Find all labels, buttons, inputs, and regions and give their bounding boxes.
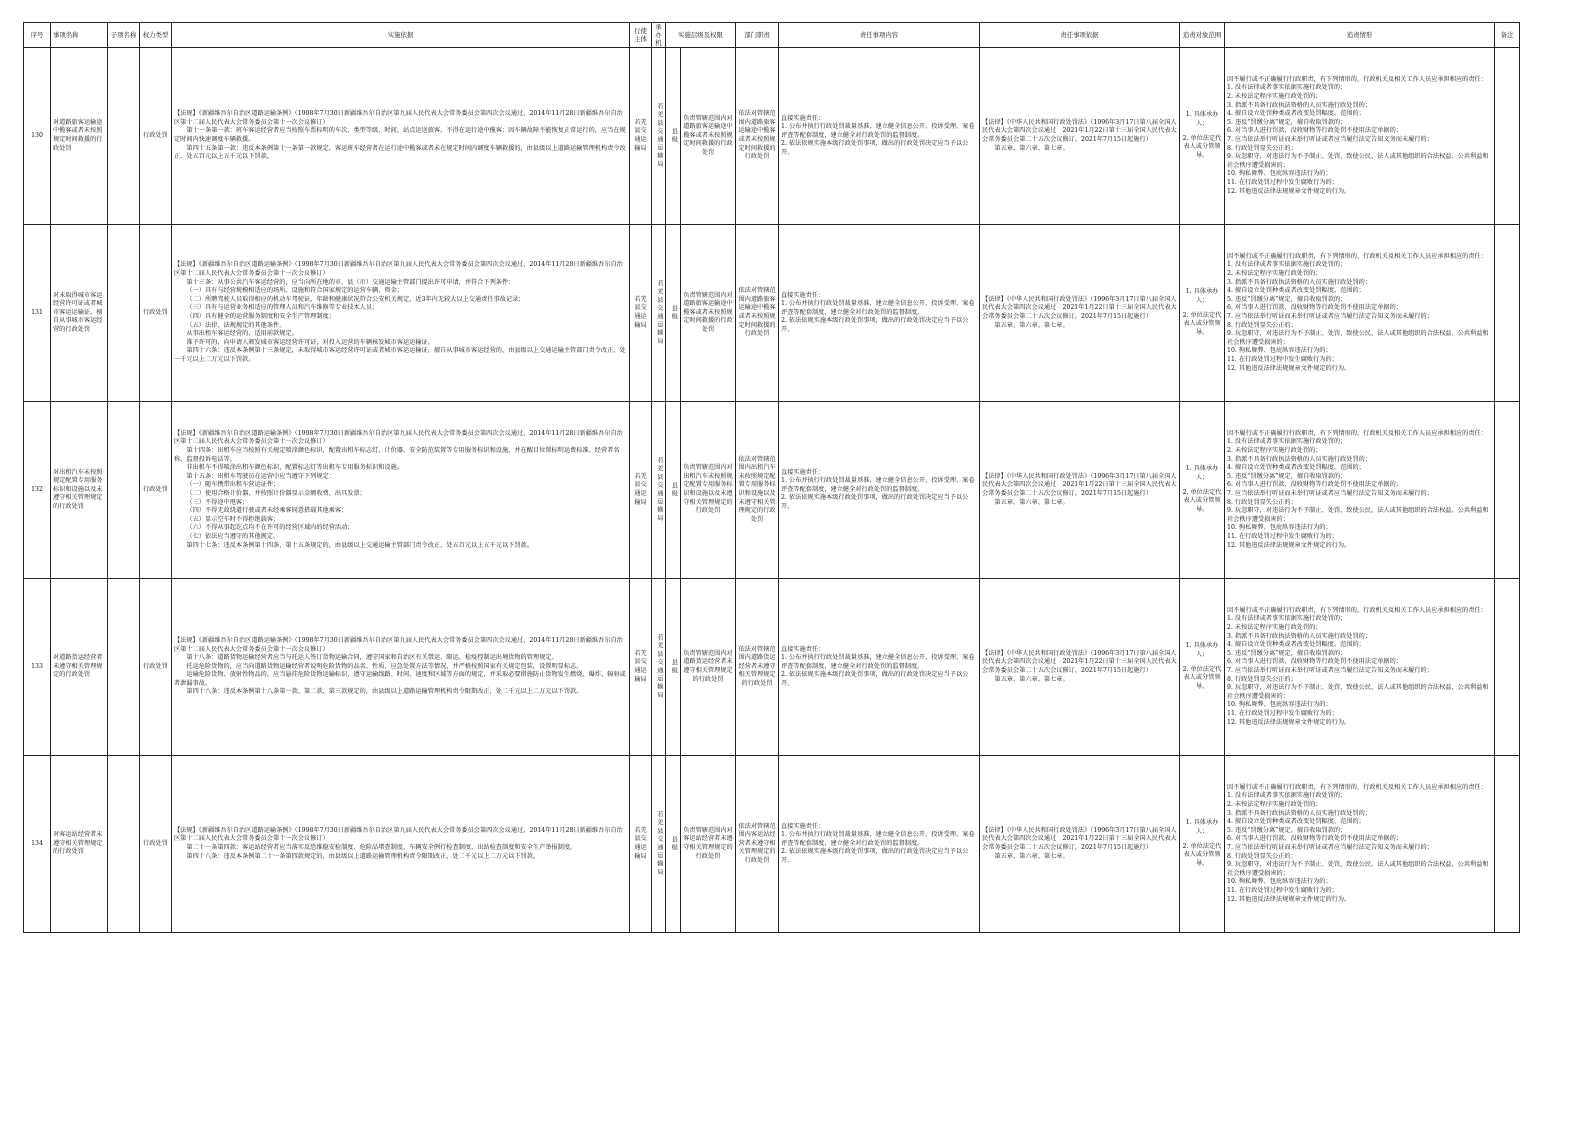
text-line: 6. 对当事人进行罚款、没收财物等行政处罚不使用法定单据的； xyxy=(1227,304,1402,312)
text-line: 第十一条第一款：班车客运经营者应当按照车票标明的车次、类型等级、时间、站点运送旅客，不得在运行途中揽客；因车辆故障不能恢复正常运行的，应当在规定时间内快速调度车辆救援。 xyxy=(174,127,626,143)
header-situation: 追责情形 xyxy=(1225,23,1495,48)
text-line: 2. 依法依规实施本级行政处罚事项，做出的行政处罚决定应当予以公开。 xyxy=(781,671,969,687)
text-line: 【法规】《新疆维吾尔自治区道路运输条例》（1998年7月30日新疆维吾尔自治区第九届人民代表大会常务委员会第四次会议通过，2014年11月28日新疆维吾尔自治区第十二届人民代表大会常务委员会第十一次会议修订） xyxy=(174,261,623,278)
text-line: 9. 玩忽职守，对违法行为不予制止、处罚，致使公民、法人或其他组织的合法权益、公共利益和社会秩序遭受损害的； xyxy=(1227,507,1489,523)
text-line: 1. 公布并执行行政处罚裁量基准，建立健全信息公开、投诉受理、案卷评查等配套制度，建立健全对行政处罚的监督制度。 xyxy=(781,831,975,847)
text-line: 1. 没有法律或者事实依据实施行政处罚的； xyxy=(1227,615,1347,623)
text-line: 第十四条：出租车应当按照有关规定喷涂颜色标识，配置出租车标志灯、计价器、安全防范装置等专用服务标识和设施，并在醒目位置标明运费标准、经营者名称、监督投诉电话等。 xyxy=(174,447,620,463)
cell-undertaker xyxy=(652,756,666,933)
header-basis: 实施依据 xyxy=(172,23,630,48)
cell-level xyxy=(666,579,681,756)
text-line: （五）法律、法规规定的其他条件。 xyxy=(186,321,286,329)
text-line: 6. 对当事人进行罚款、没收财物等行政处罚不使用法定单据的； xyxy=(1227,481,1402,489)
text-line: （五）显示空车时不得拒绝载客； xyxy=(186,515,280,523)
text-line: 因不履行或不正确履行行政职责，有下列情形的，行政机关及相关工作人员应承担相应的责任： xyxy=(1227,429,1487,437)
text-line: 10. 徇私舞弊、包庇纵容违法行为的； xyxy=(1227,878,1332,886)
text-line: 11. 在行政处罚过程中发生腐败行为的； xyxy=(1227,532,1338,540)
cell-name: 对出租汽车未按照规定配置专用服务标识和设施以及未遵守相关管理规定的行政处罚 xyxy=(51,402,108,579)
cell-remark xyxy=(1495,756,1520,933)
text-line: 6. 对当事人进行罚款、没收财物等行政处罚不使用法定单据的； xyxy=(1227,835,1402,843)
text-line: 运输危险货物、放射性物品的，应当悬挂危险货物运输标识，遵守运输线路、时间、速度和区域等方面的规定，并采取必要措施防止货物发生燃烧、爆炸、辐射或者泄漏事故。 xyxy=(174,671,626,687)
table-row xyxy=(24,48,1520,225)
text-line: 第四十七条：违反本条例第十四条、第十五条规定的，由县级以上交通运输主管部门责令改正，处五百元以上五千元以下罚款。 xyxy=(186,541,533,549)
text-line: 10. 徇私舞弊、包庇纵容违法行为的； xyxy=(1227,524,1332,532)
cell-subject: 若羌县交通运输局 xyxy=(630,48,652,225)
text-line: 第二十一条第四款：客运站经营者应当落实反恐维稳安检制度、危险品堵查制度、车辆安全例行检查制度、出站检查制度和安全生产举报制度。 xyxy=(186,844,577,851)
cell-level-desc: 负责管辖范围内对道路旅客运输途中揽客或者未按照规定时间救援的行政处罚 xyxy=(681,48,736,225)
text-line: 3. 指派不具备行政执法资格的人员实施行政处罚的； xyxy=(1227,278,1372,286)
cell-basis xyxy=(172,756,630,933)
cell-scope xyxy=(1180,756,1225,933)
text-line: 11. 在行政处罚过程中发生腐败行为的； xyxy=(1227,709,1338,717)
text-line: 【法规】《新疆维吾尔自治区道路运输条例》（1998年7月30日新疆维吾尔自治区第九届人民代表大会常务委员会第四次会议通过，2014年11月28日新疆维吾尔自治区第十二届人民代表大会常务委员会第十一次会议修订） xyxy=(174,826,623,843)
text-line: 1. 公布并执行行政处罚裁量基准，建立健全信息公开、投诉受理、案卷评查等配套制度，建立健全对行政处罚的监督制度。 xyxy=(781,654,975,670)
text-line: 9. 玩忽职守，对违法行为不予制止、处罚，致使公民、法人或其他组织的合法权益、公共利益和社会秩序遭受损害的； xyxy=(1227,861,1489,877)
cell-subject: 若羌县交通运输局 xyxy=(630,225,652,402)
text-line: 第十五条：出租车驾驶员在运营中应当遵守下列规定： xyxy=(186,472,335,480)
text-line: （二）所聘驾驶人员取得相应的机动车驾驶证，年龄和健康状况符合公安机关规定，近3年内无较大以上交通责任事故记录； xyxy=(186,295,525,303)
header-subject: 行使主体 xyxy=(630,23,652,48)
text-line: （三）具有与运营业务相适应的管理人员和汽车维修等专业技术人员； xyxy=(186,304,379,312)
text-line: 11. 在行政处罚过程中发生腐败行为的； xyxy=(1227,355,1338,363)
text-line: 2. 单位法定代表人或分管领导。 xyxy=(1182,665,1222,690)
text-line: 直接实施责任： xyxy=(781,291,825,299)
text-line: 第五章、第六章、第七章。 xyxy=(994,321,1069,329)
cell-basis xyxy=(172,225,630,402)
text-line: 5. 违反“罚缴分离”规定，擅自收取罚款的； xyxy=(1227,649,1347,657)
text-line: 2. 单位法定代表人或分管领导。 xyxy=(1182,842,1222,867)
cell-subitem xyxy=(108,756,140,933)
cell-scope xyxy=(1180,402,1225,579)
text-line: 1. 没有法律或者事实依据实施行政处罚的； xyxy=(1227,792,1347,800)
cell-subject: 若羌县交通运输局 xyxy=(630,579,652,756)
cell-resp-basis xyxy=(980,48,1180,225)
text-line: 【法律】《中华人民共和国行政处罚法》（1996年3月17日第八届全国人民代表大会第四次会议通过 2021年1月22日第十三届全国人民代表大会常务委员会第二十五次会议修订，2021年7月15日起施行） xyxy=(982,649,1177,674)
text-line: 1. 公布并执行行政处罚裁量基准，建立健全信息公开、投诉受理、案卷评查等配套制度，建立健全对行政处罚的监督制度。 xyxy=(781,123,975,139)
cell-basis xyxy=(172,579,630,756)
text-line: （七）依法应当遵守的其他规定。 xyxy=(186,532,280,540)
text-line: 2. 未按法定程序实施行政处罚的； xyxy=(1227,801,1322,809)
cell-scope xyxy=(1180,48,1225,225)
text-line: 2. 单位法定代表人或分管领导。 xyxy=(1182,134,1222,159)
text-line: 1. 公布并执行行政处罚裁量基准，建立健全信息公开、投诉受理、案卷评查等配套制度，建立健全对行政处罚的监督制度。 xyxy=(781,477,975,493)
cell-situation xyxy=(1225,225,1495,402)
cell-resp-content xyxy=(779,48,980,225)
text-line: 12. 其他违反法律法规规章文件规定的行为。 xyxy=(1227,364,1351,372)
text-line: 12. 其他违反法律法规规章文件规定的行为。 xyxy=(1227,718,1351,726)
cell-duty: 依法对管辖范围内客运站经营者未遵守相关管理规定的行政处罚 xyxy=(736,756,779,933)
cell-scope xyxy=(1180,579,1225,756)
cell-name: 对道路货运经营者未遵守相关管理规定的行政处罚 xyxy=(51,579,108,756)
text-line: 1. 具体承办人； xyxy=(1185,288,1219,305)
text-line: 直接实施责任： xyxy=(781,114,825,122)
cell-seq: 134 xyxy=(24,756,51,933)
cell-remark xyxy=(1495,579,1520,756)
text-line: 10. 徇私舞弊、包庇纵容违法行为的； xyxy=(1227,347,1332,355)
text-line: 第四十八条：违反本条例第二十一条第四款规定的，由县级以上道路运输管理机构责令限期改正，处二千元以上二万元以下罚款。 xyxy=(186,852,540,860)
undertaker-text: 若羌县交通运输局 xyxy=(655,634,663,700)
level-text: 县级 xyxy=(670,658,678,676)
cell-duty: 依法对管辖范围内出租汽车未按照规定配置专用服务标识和设施以及未遵守相关管理规定的行政处罚 xyxy=(736,402,779,579)
text-line: 1. 具体承办人； xyxy=(1185,111,1219,128)
text-line: 【法律】《中华人民共和国行政处罚法》（1996年3月17日第八届全国人民代表大会第四次会议通过 2021年1月22日第十三届全国人民代表大会常务委员会第二十五次会议修订，2021年7月15日起施行） xyxy=(982,118,1177,143)
undertaker-text: 若羌县交通运输局 xyxy=(655,280,663,346)
cell-undertaker xyxy=(652,225,666,402)
text-line: 第十八条：道路货物运输经营者应当与托运人签订货物运输合同，遵守国家和自治区有关禁运、限运、检疫控制运出境货物的管理规定。 xyxy=(186,654,558,662)
text-line: 第四十五条第一款：违反本条例第十一条第一款规定，客运班车经营者在运行途中揽客或者未在规定时间内调度车辆救援的，由县级以上道路运输管理机构责令改正，处五百元以上五千元以下罚款。 xyxy=(174,144,626,161)
text-line: 因不履行或不正确履行行政职责，有下列情形的，行政机关及相关工作人员应承担相应的责任： xyxy=(1227,252,1487,260)
header-level: 实施层级及权限 xyxy=(666,23,736,48)
cell-situation xyxy=(1225,402,1495,579)
text-line: 第五章、第六章、第七章。 xyxy=(994,852,1069,860)
cell-situation xyxy=(1225,48,1495,225)
text-line: 因不履行或不正确履行行政职责，有下列情形的，行政机关及相关工作人员应承担相应的责任： xyxy=(1227,606,1487,614)
table-row xyxy=(24,579,1520,756)
text-line: 3. 指派不具备行政执法资格的人员实施行政处罚的； xyxy=(1227,809,1372,817)
cell-subject: 若羌县交通运输局 xyxy=(630,402,652,579)
cell-level-desc: 负责管辖范围内对道路货运经营者未遵守相关管理规定的行政处罚 xyxy=(681,579,736,756)
cell-level xyxy=(666,756,681,933)
text-line: 4. 擅自设立处罚种类或者改变处罚幅度、范围的； xyxy=(1227,818,1365,826)
text-line: （六）不得从事起讫点均不在许可的经营区域内的经营活动； xyxy=(186,524,354,532)
text-line: 3. 指派不具备行政执法资格的人员实施行政处罚的； xyxy=(1227,455,1372,463)
cell-undertaker xyxy=(652,402,666,579)
cell-subject: 若羌县交通运输局 xyxy=(630,756,652,933)
cell-power-type: 行政处罚 xyxy=(140,579,172,756)
text-line: 9. 玩忽职守，对违法行为不予制止、处罚，致使公民、法人或其他组织的合法权益、公共利益和社会秩序遭受损害的； xyxy=(1227,330,1489,346)
text-line: 第五章、第六章、第七章。 xyxy=(994,498,1069,506)
cell-level xyxy=(666,48,681,225)
text-line: 4. 擅自设立处罚种类或者改变处罚幅度、范围的； xyxy=(1227,464,1365,472)
cell-remark xyxy=(1495,48,1520,225)
cell-scope xyxy=(1180,225,1225,402)
header-resp-content: 责任事项内容 xyxy=(779,23,980,48)
text-line: 从事出租车客运经营的，适用前款规定。 xyxy=(186,330,298,338)
cell-situation xyxy=(1225,756,1495,933)
text-line: 第五章、第六章、第七章。 xyxy=(994,675,1069,683)
text-line: 托运危险货物的，应当向道路货物运输经营者说明危险货物的品名、性质、应急处置方法等情况，并严格按照国家有关规定包装，设置明显标志。 xyxy=(186,662,583,670)
header-undertaker: 承办机 xyxy=(652,23,666,48)
cell-level-desc: 负责管辖范围内对出租汽车未按照规定配置专用服务标识和设施以及未遵守相关管理规定的行政处罚 xyxy=(681,402,736,579)
cell-subitem xyxy=(108,402,140,579)
cell-resp-content xyxy=(779,225,980,402)
text-line: 7. 应当依法举行听证而未举行听证或者应当履行法定告知义务而未履行的； xyxy=(1227,136,1433,143)
level-text: 县级 xyxy=(670,481,678,499)
text-line: 11. 在行政处罚过程中发生腐败行为的； xyxy=(1227,178,1338,186)
text-line: 9. 玩忽职守，对违法行为不予制止、处罚，致使公民、法人或其他组织的合法权益、公共利益和社会秩序遭受损害的； xyxy=(1227,684,1489,700)
cell-resp-content xyxy=(779,402,980,579)
text-line: 8. 行政处罚显失公正的； xyxy=(1227,675,1297,683)
cell-resp-basis xyxy=(980,756,1180,933)
cell-remark xyxy=(1495,402,1520,579)
text-line: 3. 指派不具备行政执法资格的人员实施行政处罚的； xyxy=(1227,101,1372,109)
text-line: 8. 行政处罚显失公正的； xyxy=(1227,144,1297,152)
text-line: 1. 公布并执行行政处罚裁量基准，建立健全信息公开、投诉受理、案卷评查等配套制度，建立健全对行政处罚的监督制度。 xyxy=(781,300,975,316)
text-line: 【法规】《新疆维吾尔自治区道路运输条例》（1998年7月30日新疆维吾尔自治区第九届人民代表大会常务委员会第四次会议通过，2014年11月28日新疆维吾尔自治区第十二届人民代表大会常务委员会第十一次会议修订） xyxy=(174,636,623,653)
text-line: 4. 擅自设立处罚种类或者改变处罚幅度、范围的； xyxy=(1227,287,1365,295)
text-line: 2. 未按法定程序实施行政处罚的； xyxy=(1227,624,1322,632)
text-line: 2. 单位法定代表人或分管领导。 xyxy=(1182,488,1222,513)
text-line: 2. 未按法定程序实施行政处罚的； xyxy=(1227,447,1322,455)
text-line: 1. 具体承办人； xyxy=(1185,819,1219,836)
level-text: 县级 xyxy=(670,835,678,853)
text-line: 【法规】《新疆维吾尔自治区道路运输条例》（1998年7月30日新疆维吾尔自治区第九届人民代表大会常务委员会第四次会议通过，2014年11月28日新疆维吾尔自治区第十二届人民代表大会常务委员会第十一次会议修订） xyxy=(174,429,623,446)
cell-subitem xyxy=(108,48,140,225)
text-line: 7. 应当依法举行听证而未举行听证或者应当履行法定告知义务而未履行的； xyxy=(1227,844,1433,851)
text-line: 2. 依法依规实施本级行政处罚事项，做出的行政处罚决定应当予以公开。 xyxy=(781,317,969,333)
cell-level xyxy=(666,225,681,402)
header-duty: 部门职责 xyxy=(736,23,779,48)
text-line: 4. 擅自设立处罚种类或者改变处罚幅度、范围的； xyxy=(1227,110,1365,118)
text-line: 5. 违反“罚缴分离”规定，擅自收取罚款的； xyxy=(1227,826,1347,834)
text-line: 第四十六条：违反本条例第十三条规定，未取得城市客运经营许可证或者城市客运运输证，擅自从事城市客运经营的，由县级以上交通运输主管部门责令改正，处一千元以上二万元以下罚款。 xyxy=(174,347,626,363)
text-line: 1. 具体承办人； xyxy=(1185,465,1219,482)
text-line: （四）具有健全的运营服务制度和安全生产管理制度； xyxy=(186,313,335,320)
text-line: 1. 没有法律或者事实依据实施行政处罚的； xyxy=(1227,84,1347,92)
text-line: 7. 应当依法举行听证而未举行听证或者应当履行法定告知义务而未履行的； xyxy=(1227,313,1433,320)
table-row xyxy=(24,756,1520,933)
text-line: 因不履行或不正确履行行政职责，有下列情形的，行政机关及相关工作人员应承担相应的责任： xyxy=(1227,75,1487,83)
cell-power-type: 行政处罚 xyxy=(140,48,172,225)
text-line: 【法律】《中华人民共和国行政处罚法》（1996年3月17日第八届全国人民代表大会第四次会议通过 2021年1月22日第十三届全国人民代表大会常务委员会第二十五次会议修订，2021年7月15日起施行） xyxy=(982,295,1177,320)
cell-resp-content xyxy=(779,579,980,756)
undertaker-text: 若羌县交通运输局 xyxy=(655,811,663,877)
text-line: 10. 徇私舞弊、包庇纵容违法行为的； xyxy=(1227,701,1332,709)
undertaker-text: 若羌县交通运输局 xyxy=(655,103,663,169)
text-line: 7. 应当依法举行听证而未举行听证或者应当履行法定告知义务而未履行的； xyxy=(1227,490,1433,497)
cell-situation xyxy=(1225,579,1495,756)
text-line: 第四十八条：违反本条例第十八条第一款、第二款、第三款规定的，由县级以上道路运输管理机构责令限期改正，处二千元以上二万元以下罚款。 xyxy=(186,688,583,696)
text-line: 2. 单位法定代表人或分管领导。 xyxy=(1182,311,1222,336)
header-name: 事项名称 xyxy=(51,23,108,48)
cell-remark xyxy=(1495,225,1520,402)
table-row xyxy=(24,402,1520,579)
cell-seq: 131 xyxy=(24,225,51,402)
text-line: 7. 应当依法举行听证而未举行听证或者应当履行法定告知义务而未履行的； xyxy=(1227,667,1433,674)
text-line: 5. 违反“罚缴分离”规定，擅自收取罚款的； xyxy=(1227,472,1347,480)
text-line: 8. 行政处罚显失公正的； xyxy=(1227,321,1297,329)
text-line: 6. 对当事人进行罚款、没收财物等行政处罚不使用法定单据的； xyxy=(1227,127,1402,135)
text-line: 直接实施责任： xyxy=(781,468,825,476)
undertaker-text: 若羌县交通运输局 xyxy=(655,457,663,523)
text-line: 2. 依法依规实施本级行政处罚事项，做出的行政处罚决定应当予以公开。 xyxy=(781,494,969,510)
table-row xyxy=(24,225,1520,402)
cell-power-type: 行政处罚 xyxy=(140,225,172,402)
text-line: 准予许可的，向申请人颁发城市客运经营许可证，对投入运营的车辆核发城市客运运输证。 xyxy=(186,338,434,346)
cell-basis xyxy=(172,48,630,225)
text-line: 【法律】《中华人民共和国行政处罚法》（1996年3月17日第八届全国人民代表大会第四次会议通过 2021年1月22日第十三届全国人民代表大会常务委员会第二十五次会议修订，2021年7月15日起施行） xyxy=(982,472,1177,497)
text-line: 6. 对当事人进行罚款、没收财物等行政处罚不使用法定单据的； xyxy=(1227,658,1402,666)
text-line: 10. 徇私舞弊、包庇纵容违法行为的； xyxy=(1227,170,1332,178)
cell-undertaker xyxy=(652,48,666,225)
header-power-type: 权力类型 xyxy=(140,23,172,48)
cell-duty: 依法对管辖范围内道路旅客运输途中揽客或者未按照规定时间救援的行政处罚 xyxy=(736,48,779,225)
text-line: （一）随车携带出租车营运证件； xyxy=(186,481,280,489)
cell-resp-content xyxy=(779,756,980,933)
text-line: 5. 违反“罚缴分离”规定，擅自收取罚款的； xyxy=(1227,295,1347,303)
cell-subitem xyxy=(108,225,140,402)
text-line: 8. 行政处罚显失公正的； xyxy=(1227,498,1297,506)
cell-seq: 133 xyxy=(24,579,51,756)
text-line: 12. 其他违反法律法规规章文件规定的行为。 xyxy=(1227,541,1351,549)
text-line: 5. 违反“罚缴分离”规定，擅自收取罚款的； xyxy=(1227,118,1347,126)
cell-name: 对客运站经营者未遵守相关管理规定的行政处罚 xyxy=(51,756,108,933)
cell-name: 对未取得城市客运经营许可证或者城市客运运输证，擅自从事城市客运经营的行政处罚 xyxy=(51,225,108,402)
cell-seq: 132 xyxy=(24,402,51,579)
text-line: 直接实施责任： xyxy=(781,822,825,830)
cell-subitem xyxy=(108,579,140,756)
text-line: 1. 具体承办人； xyxy=(1185,642,1219,659)
header-resp-basis: 责任事项依据 xyxy=(980,23,1180,48)
cell-level-desc: 负责管辖范围内对客运站经营者未遵守相关管理规定的行政处罚 xyxy=(681,756,736,933)
cell-resp-basis xyxy=(980,579,1180,756)
cell-resp-basis xyxy=(980,225,1180,402)
header-scope: 追责对象范围 xyxy=(1180,23,1225,48)
header-seq: 序号 xyxy=(24,23,51,48)
header-subitem: 子项名称 xyxy=(108,23,140,48)
cell-resp-basis xyxy=(980,402,1180,579)
cell-seq: 130 xyxy=(24,48,51,225)
cell-power-type: 行政处罚 xyxy=(140,402,172,579)
level-text: 县级 xyxy=(670,304,678,322)
power-list-table xyxy=(23,22,1520,933)
text-line: 非出租车不得喷涂出租车颜色标识、配置标志灯等出租车专用服务标识和设施。 xyxy=(186,464,403,472)
text-line: 2. 依法依规实施本级行政处罚事项，做出的行政处罚决定应当予以公开。 xyxy=(781,848,969,864)
text-line: 2. 依法依规实施本级行政处罚事项，做出的行政处罚决定应当予以公开。 xyxy=(781,140,969,156)
cell-duty: 依法对管辖范围内道路货运经营者未遵守相关管理规定的行政处罚 xyxy=(736,579,779,756)
text-line: 11. 在行政处罚过程中发生腐败行为的； xyxy=(1227,886,1338,894)
text-line: 【法规】《新疆维吾尔自治区道路运输条例》（1998年7月30日新疆维吾尔自治区第九届人民代表大会常务委员会第四次会议通过，2014年11月28日新疆维吾尔自治区第十二届人民代表大会常务委员会第十一次会议修订） xyxy=(174,110,623,126)
text-line: 9. 玩忽职守，对违法行为不予制止、处罚，致使公民、法人或其他组织的合法权益、公共利益和社会秩序遭受损害的； xyxy=(1227,153,1489,169)
text-line: 第十三条：从事公共汽车客运经营的，应当向所在地的市、县（市）交通运输主管部门提出许可申请，并符合下列条件： xyxy=(186,278,515,286)
text-line: 直接实施责任： xyxy=(781,645,825,653)
cell-level-desc: 负责管辖范围内对道路旅客运输途中揽客或者未按照规定时间救援的行政处罚 xyxy=(681,225,736,402)
header-row xyxy=(24,23,1520,48)
cell-basis xyxy=(172,402,630,579)
cell-power-type: 行政处罚 xyxy=(140,756,172,933)
text-line: 12. 其他违反法律法规规章文件规定的行为。 xyxy=(1227,187,1351,195)
text-line: 因不履行或不正确履行行政职责，有下列情形的，行政机关及相关工作人员应承担相应的责任： xyxy=(1227,783,1487,791)
cell-undertaker xyxy=(652,579,666,756)
text-line: 2. 未按法定程序实施行政处罚的； xyxy=(1227,93,1322,101)
text-line: 2. 未按法定程序实施行政处罚的； xyxy=(1227,270,1322,278)
text-line: 4. 擅自设立处罚种类或者改变处罚幅度、范围的； xyxy=(1227,641,1365,649)
text-line: （一）具有与经营规模相适应的场所、设施和符合国家规定的运营车辆、资金； xyxy=(186,287,403,295)
text-line: 第五章、第六章、第七章。 xyxy=(994,144,1069,152)
text-line: （三）不得途中甩客； xyxy=(186,498,249,506)
header-remark: 备注 xyxy=(1495,23,1520,48)
text-line: 8. 行政处罚显失公正的； xyxy=(1227,852,1297,860)
text-line: 【法律】《中华人民共和国行政处罚法》（1996年3月17日第八届全国人民代表大会第四次会议通过 2021年1月22日第十三届全国人民代表大会常务委员会第二十五次会议修订，2021年7月15日起施行） xyxy=(982,826,1177,851)
text-line: （四）不得无故绕道行驶或者未经乘客同意搭载其他乘客； xyxy=(186,507,348,515)
text-line: 1. 没有法律或者事实依据实施行政处罚的； xyxy=(1227,261,1347,269)
cell-duty: 依法对管辖范围内道路旅客运输途中揽客或者未按照规定时间救援的行政处罚 xyxy=(736,225,779,402)
level-text: 县级 xyxy=(670,127,678,145)
text-line: （二）使用合格计价器，并按照计价器显示金额收费，出具发票； xyxy=(186,490,366,497)
cell-name: 对道路旅客运输途中揽客或者未按照规定时间救援的行政处罚 xyxy=(51,48,108,225)
text-line: 3. 指派不具备行政执法资格的人员实施行政处罚的； xyxy=(1227,632,1372,640)
cell-level xyxy=(666,402,681,579)
text-line: 12. 其他违反法律法规规章文件规定的行为。 xyxy=(1227,895,1351,903)
text-line: 1. 没有法律或者事实依据实施行政处罚的； xyxy=(1227,438,1347,446)
